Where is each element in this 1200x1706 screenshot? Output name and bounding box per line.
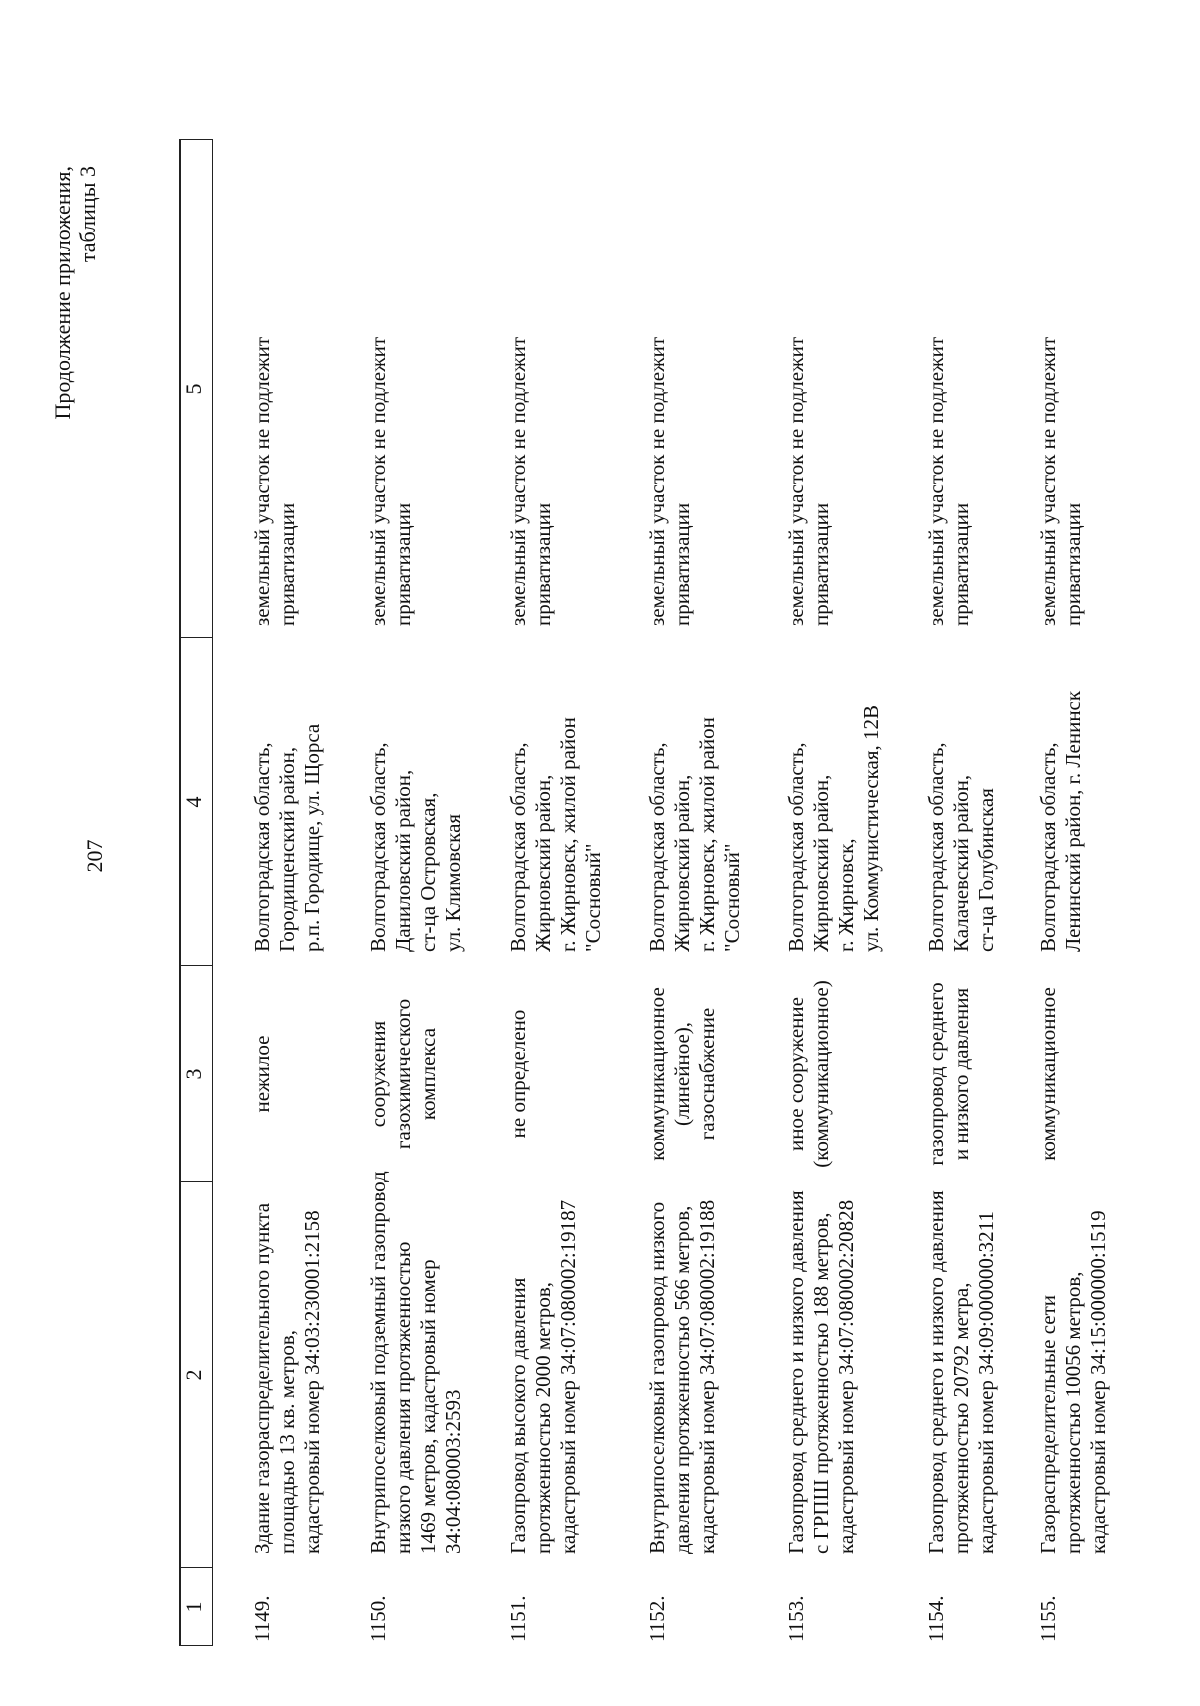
cell-line: Газораспределительные сети [1036, 1294, 1060, 1554]
cell-line: Жирновский район, [809, 774, 833, 952]
cell-line: протяженностью 2000 метров, [531, 1281, 555, 1554]
cell-line: ул. Коммунистическая, 12В [859, 704, 883, 952]
object-name-cell [1036, 1210, 1111, 1554]
cell-line: протяженностью 20792 метра, [949, 1282, 973, 1554]
address-cell [1036, 691, 1086, 952]
cell-line: Здание газораспределительного пункта [250, 1202, 274, 1554]
row-number: 1152. [645, 1595, 669, 1642]
cell-line: приватизации [531, 502, 555, 626]
note-cell [366, 337, 416, 626]
cell-line: иное сооружение [784, 997, 808, 1151]
cell-line: земельный участок не подлежит [645, 336, 669, 626]
cell-line: кадастровый номер 34:07:080002:19188 [695, 1199, 719, 1554]
purpose-cell [924, 966, 974, 1182]
cell-line: земельный участок не подлежит [1036, 336, 1060, 626]
continuation-note-line: Продолжение приложения, [50, 166, 75, 420]
cell-line: "Сосновый" [720, 843, 744, 952]
cell-line: кадастровый номер 34:09:000000:3211 [974, 1211, 998, 1554]
row-number: 1153. [784, 1595, 808, 1642]
cell-line: Волгоградская область, [250, 742, 274, 952]
cell-line: нежилое [250, 1035, 274, 1113]
cell-line: Ленинский район, г. Ленинск [1061, 690, 1085, 952]
address-cell [924, 742, 999, 952]
column-number: 3 [181, 1068, 206, 1080]
cell-line: Газопровод высокого давления [506, 1277, 530, 1554]
page-number: 207 [82, 839, 107, 873]
cell-line: Волгоградская область, [366, 742, 390, 952]
cell-line: газоснабжение [695, 1007, 719, 1141]
note-cell [784, 337, 834, 626]
row-number: 1154. [924, 1595, 948, 1642]
cell-line: приватизации [275, 502, 299, 626]
cell-line: протяженностью 10056 метров, [1061, 1271, 1085, 1554]
purpose-cell [250, 966, 275, 1182]
cell-line: г. Жирновск, [834, 838, 858, 952]
cell-line: давления протяженностью 566 метров, [670, 1205, 694, 1554]
continuation-note-line: таблицы 3 [75, 166, 100, 263]
cell-line: коммуникационное [645, 987, 669, 1161]
column-number: 1 [181, 1601, 206, 1613]
cell-line: с ГРПШ протяженностью 188 метров, [809, 1212, 833, 1554]
object-name-cell [924, 1190, 999, 1554]
object-name-cell [366, 1171, 466, 1554]
cell-line: г. Жирновск, жилой район [556, 717, 580, 952]
cell-line: газохимического [391, 998, 415, 1150]
cell-line: 34:04:080003:2593 [441, 1389, 465, 1554]
cell-line: Внутрипоселковый газопровод низкого [645, 1201, 669, 1554]
cell-line: коммуникационное [1036, 987, 1060, 1161]
cell-line: и низкого давления [949, 987, 973, 1161]
cell-line: земельный участок не подлежит [506, 336, 530, 626]
cell-line: приватизации [670, 502, 694, 626]
address-cell [250, 724, 325, 952]
cell-line: земельный участок не подлежит [366, 336, 390, 626]
purpose-cell [1036, 966, 1061, 1182]
address-cell [645, 717, 745, 952]
cell-line: Волгоградская область, [784, 742, 808, 952]
column-number: 5 [181, 383, 206, 395]
cell-line: Жирновский район, [531, 774, 555, 952]
cell-line: земельный участок не подлежит [784, 336, 808, 626]
cell-line: Газопровод среднего и низкого давления [784, 1190, 808, 1554]
object-name-cell [645, 1200, 720, 1554]
cell-line: "Сосновый" [581, 843, 605, 952]
address-cell [366, 742, 466, 952]
cell-line: ст-ца Голубинская [974, 788, 998, 952]
note-cell [250, 337, 300, 626]
cell-line: ст-ца Островская, [416, 792, 440, 952]
object-name-cell [250, 1203, 325, 1554]
cell-line: газопровод среднего [924, 982, 948, 1166]
cell-line: кадастровый номер 34:07:080002:20828 [834, 1199, 858, 1554]
cell-line: приватизации [1061, 502, 1085, 626]
object-name-cell [506, 1200, 581, 1554]
cell-line: кадастровый номер 34:03:230001:2158 [300, 1210, 324, 1554]
cell-line: не определено [506, 1009, 530, 1139]
note-cell [924, 337, 974, 626]
row-number: 1150. [366, 1595, 390, 1642]
cell-line: р.п. Городище, ул. Щорса [300, 723, 324, 952]
cell-line: Газопровод среднего и низкого давления [924, 1190, 948, 1554]
cell-line: земельный участок не подлежит [924, 336, 948, 626]
note-cell [506, 337, 556, 626]
purpose-cell [366, 966, 441, 1182]
cell-line: (коммуникационное) [809, 980, 833, 1168]
note-cell [1036, 337, 1086, 626]
cell-line: Волгоградская область, [924, 742, 948, 952]
address-cell [784, 705, 884, 952]
cell-line: площадью 13 кв. метров, [275, 1330, 299, 1554]
object-name-cell [784, 1190, 859, 1554]
row-number: 1155. [1036, 1595, 1060, 1642]
cell-line: Даниловский район, [391, 769, 415, 952]
cell-line: Волгоградская область, [1036, 742, 1060, 952]
row-number: 1151. [506, 1595, 530, 1642]
cell-line: приватизации [949, 502, 973, 626]
cell-line: кадастровый номер 34:07:080002:19187 [556, 1199, 580, 1554]
column-number: 4 [181, 796, 206, 808]
cell-line: г. Жирновск, жилой район [695, 717, 719, 952]
cell-line: Калачевский район, [949, 774, 973, 952]
cell-line: низкого давления протяженностью [391, 1241, 415, 1554]
cell-line: Городищенский район, [275, 746, 299, 952]
cell-line: Внутрипоселковый подземный газопровод [366, 1171, 390, 1554]
continuation-note [50, 166, 100, 419]
row-number: 1149. [250, 1595, 274, 1642]
cell-line: земельный участок не подлежит [250, 336, 274, 626]
cell-line: ул. Климовская [441, 813, 465, 952]
purpose-cell [506, 966, 531, 1182]
cell-line: (линейное), [670, 1021, 694, 1127]
cell-line: сооружения [366, 1020, 390, 1128]
cell-line: Жирновский район, [670, 774, 694, 952]
address-cell [506, 717, 606, 952]
cell-line: 1469 метров, кадастровый номер [416, 1259, 440, 1554]
cell-line: комплекса [416, 1027, 440, 1121]
header-bottom-border [212, 139, 213, 1646]
cell-line: кадастровый номер 34:15:000000:1519 [1086, 1210, 1110, 1554]
cell-line: приватизации [809, 502, 833, 626]
cell-line: Волгоградская область, [506, 742, 530, 952]
cell-line: приватизации [391, 502, 415, 626]
purpose-cell [645, 966, 720, 1182]
cell-line: Волгоградская область, [645, 742, 669, 952]
note-cell [645, 337, 695, 626]
column-number: 2 [181, 1369, 206, 1381]
purpose-cell [784, 966, 834, 1182]
